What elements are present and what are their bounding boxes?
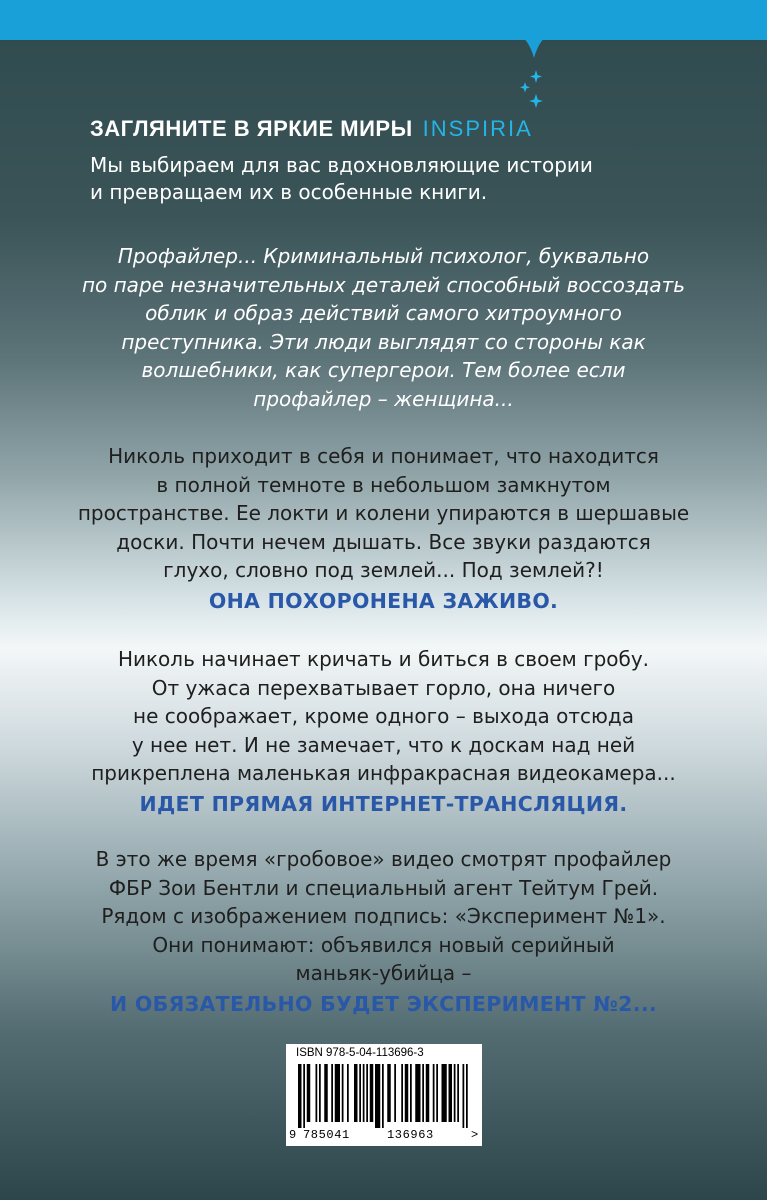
barcode-bar — [307, 1064, 311, 1122]
paragraph-live-stream — [40, 645, 727, 818]
barcode-bars-icon — [298, 1064, 470, 1128]
barcode-bar — [303, 1064, 305, 1128]
barcode-bar — [405, 1064, 409, 1122]
top-ribbon — [0, 0, 767, 40]
intro-line: профайлер – женщина... — [253, 386, 514, 411]
body-line: доски. Почти нечем дышать. Все звуки раздаются — [116, 529, 651, 554]
barcode-bar — [347, 1064, 349, 1122]
accent-line: ОНА ПОХОРОНЕНА ЗАЖИВО. — [208, 588, 559, 613]
intro-line: преступника. Эти люди выглядят со стороны как — [121, 329, 646, 354]
intro-line: волшебники, как супергерои. Тем более если — [141, 358, 626, 382]
barcode-bar — [387, 1064, 391, 1122]
barcode-bar — [354, 1064, 358, 1122]
body-line: В это же время «гробовое» видео смотрят профайлер — [95, 847, 672, 871]
body-line: Николь начинает кричать и биться в своем гробу. — [117, 647, 650, 671]
accent-line: ИДЕТ ПРЯМАЯ ИНТЕРНЕТ-ТРАНСЛЯЦИЯ. — [139, 791, 628, 816]
body-line: Они понимают: объявился новый серийный — [152, 932, 615, 957]
intro-line: облик и образ действий самого хитроумного — [145, 301, 622, 325]
paragraph-buried-alive — [40, 442, 727, 615]
brand-inspiria: INSPIRIA — [422, 116, 533, 141]
series-headline — [90, 116, 730, 142]
barcode-bar — [454, 1064, 456, 1122]
intro-paragraph — [40, 242, 727, 413]
body-line: ФБР Зои Бентли и специальный агент Тейтум Грей. — [108, 875, 659, 900]
barcode-bar — [324, 1064, 328, 1122]
barcode-bar — [401, 1064, 403, 1122]
barcode-bar — [319, 1064, 321, 1122]
barcode-bar — [382, 1064, 384, 1128]
barcode-bar — [331, 1064, 333, 1122]
body-line: пространстве. Ее локти и колени упираются в шершавые — [77, 501, 690, 525]
isbn-barcode — [286, 1044, 482, 1146]
sparkle-stars-icon — [516, 68, 546, 114]
barcode-bar — [335, 1064, 340, 1122]
paragraph-experiment — [40, 845, 727, 1018]
barcode-bar — [366, 1064, 368, 1122]
body-line: в полной темноте в небольшом замкнутом — [156, 472, 611, 497]
intro-line: по паре незначительных деталей способный воссоздать — [81, 272, 686, 297]
barcode-digits-right: 136963 — [387, 1128, 434, 1142]
headline-title: ЗАГЛЯНИТЕ В ЯРКИЕ МИРЫ — [90, 116, 413, 141]
barcode-bar — [375, 1064, 380, 1128]
barcode-digits-left: 785041 — [303, 1128, 350, 1142]
barcode-bar — [463, 1064, 465, 1128]
barcode-end-mark: > — [471, 1128, 479, 1142]
barcode-bar — [394, 1064, 396, 1122]
barcode-bar — [316, 1064, 318, 1122]
barcode-bar — [449, 1064, 453, 1122]
barcode-bar — [436, 1064, 438, 1122]
tagline-line: Мы выбираем для вас вдохновляющие истории — [90, 153, 593, 177]
body-line: не соображает, кроме одного – выхода отсюда — [133, 704, 634, 728]
barcode-bar — [363, 1064, 365, 1122]
body-line: От ужаса перехватывает горло, она ничего — [151, 675, 616, 700]
tagline — [90, 152, 710, 206]
tagline-line: и превращаем их в особенные книги. — [90, 180, 488, 204]
body-line: Рядом с изображением подпись: «Эксперимент №1». — [101, 904, 666, 928]
barcode-bar — [359, 1064, 361, 1122]
barcode-bar — [370, 1064, 374, 1122]
accent-line: И ОБЯЗАТЕЛЬНО БУДЕТ ЭКСПЕРИМЕНТ №2... — [110, 991, 657, 1016]
barcode-bar — [342, 1064, 344, 1122]
body-line: прикреплена маленькая инфракрасная видеокамера... — [91, 761, 676, 785]
barcode-digits — [289, 1128, 479, 1142]
barcode-digit-first: 9 — [289, 1128, 297, 1142]
barcode-bar — [298, 1064, 302, 1128]
ribbon-notch-icon — [512, 30, 556, 58]
barcode-bar — [442, 1064, 447, 1122]
barcode-bar — [457, 1064, 459, 1122]
intro-line: Профайлер... Криминальный психолог, буквально — [117, 244, 650, 268]
body-line: Николь приходит в себя и понимает, что находится — [108, 444, 659, 468]
barcode-bar — [466, 1064, 468, 1128]
body-line: у нее нет. И не замечает, что к доскам над ней — [131, 732, 636, 757]
barcode-bar — [433, 1064, 435, 1122]
body-line: маньяк-убийца – — [295, 961, 472, 985]
barcode-bar — [422, 1064, 424, 1122]
body-line: глухо, словно под землей... Под землей?! — [163, 558, 604, 582]
barcode-bar — [415, 1064, 420, 1122]
barcode-bar — [410, 1064, 412, 1122]
isbn-label: ISBN 978-5-04-113696-3 — [296, 1047, 424, 1059]
barcode-bar — [426, 1064, 430, 1122]
